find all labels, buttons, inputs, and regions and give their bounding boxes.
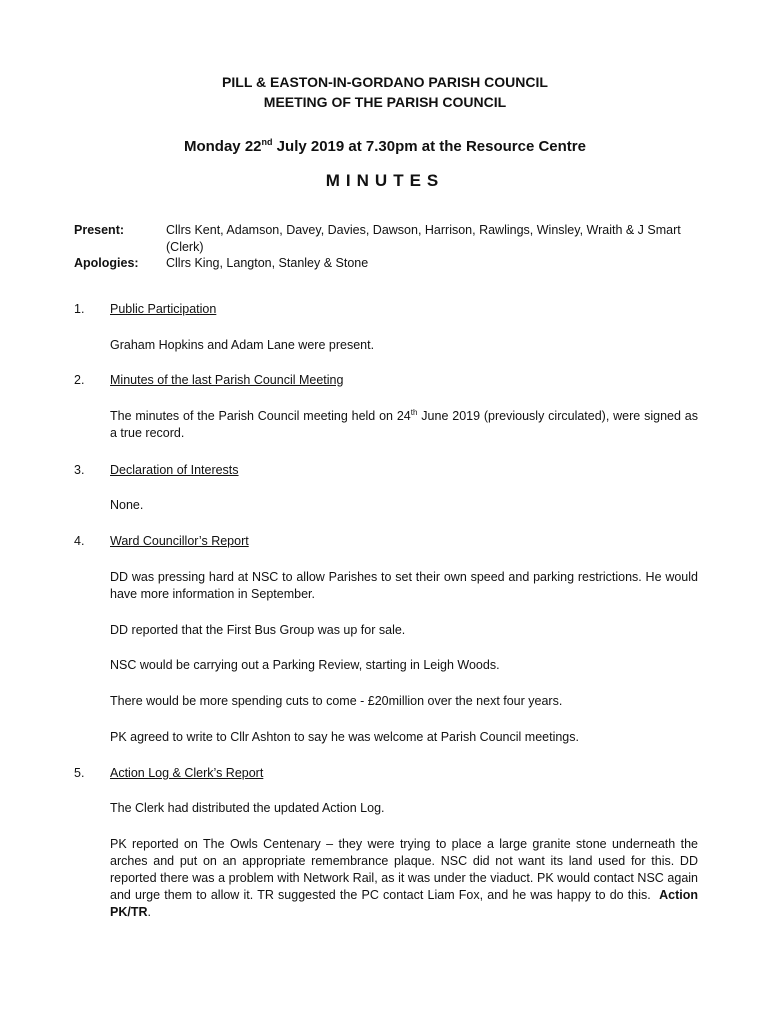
item-2-text-pre: The minutes of the Parish Council meeting held on 24: [110, 409, 411, 423]
item-4-title: Ward Councillor’s Report: [110, 534, 249, 548]
action-pk-tr: Action PK/TR: [110, 888, 698, 919]
item-5-text-1: The Clerk had distributed the updated Action Log.: [110, 801, 385, 815]
item-3-title: Declaration of Interests: [110, 463, 239, 477]
present-label: Present:: [74, 223, 125, 237]
meeting-date-pre: Monday 22: [183, 138, 262, 155]
item-1-text: Graham Hopkins and Adam Lane were present.: [110, 338, 375, 352]
meeting-date: [0, 132, 770, 157]
item-5-text-2: [110, 836, 698, 921]
item-2-text-post: June 2019 (previously circulated), were signed as a true record.: [110, 409, 698, 440]
item-3-text: None.: [110, 498, 144, 512]
item-4-text-1: DD was pressing hard at NSC to allow Parishes to set their own speed and parking restrictions. He would have more information in September.: [110, 570, 698, 601]
item-4-text-2: DD reported that the First Bus Group was up for sale.: [110, 623, 406, 637]
item-2-title: Minutes of the last Parish Council Meeting: [110, 373, 344, 387]
item-1-number: 1.: [74, 302, 85, 316]
present-value: Cllrs Kent, Adamson, Davey, Davies, Dawson, Harrison, Rawlings, Winsley, Wraith & J Smart (Clerk): [166, 223, 681, 254]
item-4-number: 4.: [74, 534, 85, 548]
item-4-text-4: There would be more spending cuts to come - £20million over the next four years.: [110, 694, 563, 708]
apologies-label: Apologies:: [74, 256, 139, 270]
item-5-text-2-body: PK reported on The Owls Centenary – they were trying to place a large granite stone underneath the arches and put on an appropriate remembrance plaque. NSC did not want its land used for this. DD reported there was a problem with Network Rail, as it was under the viaduct. PK would contact NSC again and urge them to allow it. TR suggested the PC contact Liam Fox, and he was happy to do this.: [110, 837, 698, 902]
item-2-text-sup: th: [410, 407, 418, 417]
item-5-number: 5.: [74, 766, 85, 780]
item-1-title: Public Participation: [110, 302, 217, 316]
item-5-title: Action Log & Clerk’s Report: [110, 766, 264, 780]
item-2-text: [110, 408, 698, 442]
meeting-title: MEETING OF THE PARISH COUNCIL: [263, 94, 507, 110]
item-4-text-3: NSC would be carrying out a Parking Review, starting in Leigh Woods.: [110, 658, 500, 672]
apologies-value: Cllrs King, Langton, Stanley & Stone: [166, 256, 369, 270]
meeting-date-sup: nd: [261, 137, 273, 147]
council-name: PILL & EASTON-IN-GORDANO PARISH COUNCIL: [222, 74, 548, 90]
item-3-number: 3.: [74, 463, 85, 477]
meeting-date-post: July 2019 at 7.30pm at the Resource Centre: [272, 138, 586, 155]
item-5-text-2-end: .: [147, 905, 151, 919]
item-4-text-5: PK agreed to write to Cllr Ashton to say he was welcome at Parish Council meetings.: [110, 730, 579, 744]
item-2-number: 2.: [74, 373, 85, 387]
minutes-heading: MINUTES: [325, 171, 445, 190]
